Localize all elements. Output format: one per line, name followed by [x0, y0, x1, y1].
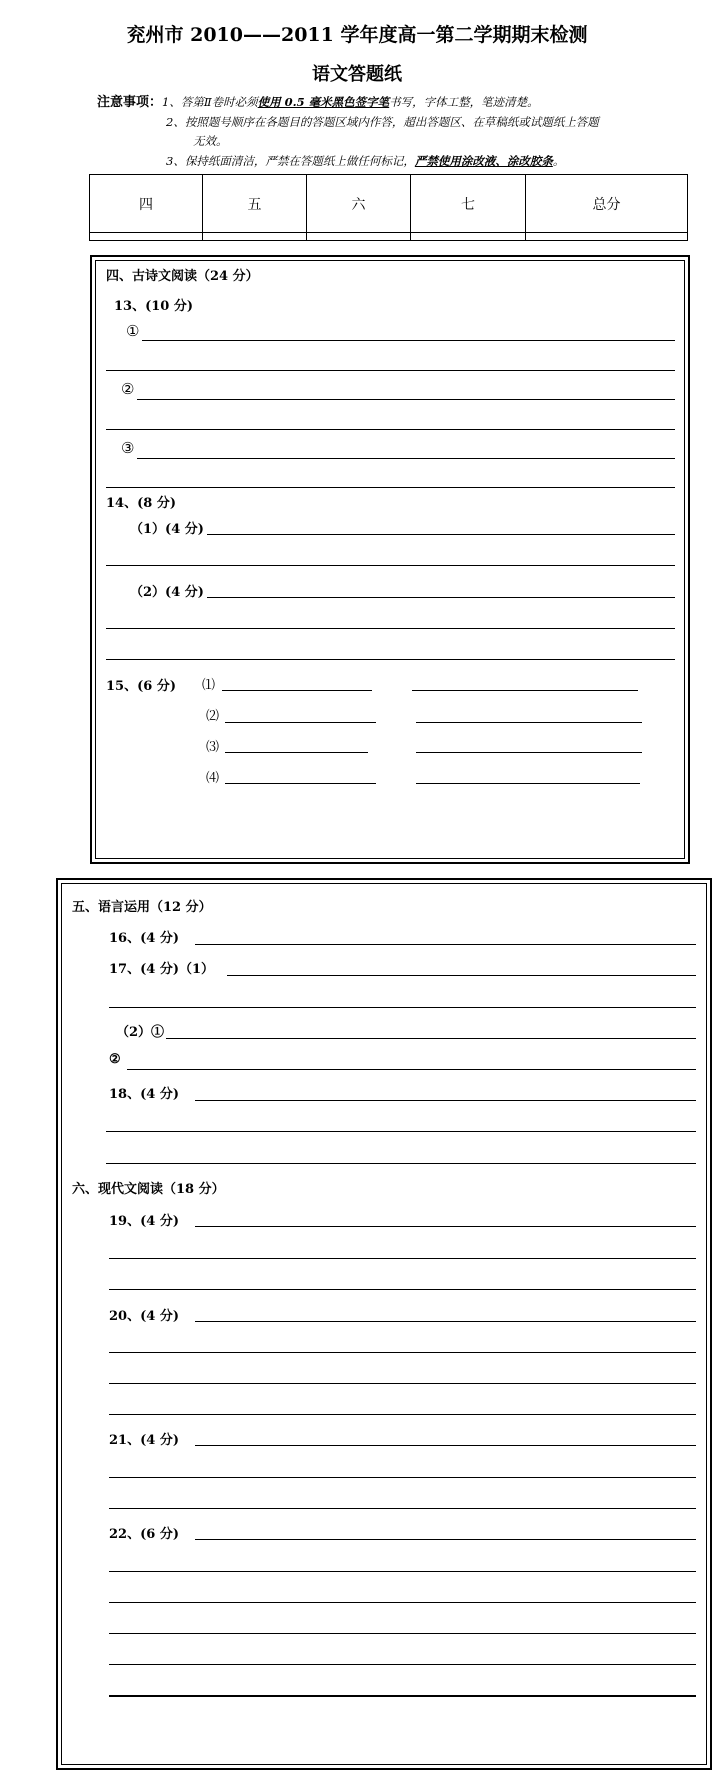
q22-answer-line-6[interactable] [109, 1695, 696, 1697]
document-title: 兖州市 2010——2011 学年度高一第二学期期末检测 [126, 24, 588, 46]
q14-1-answer-line-1[interactable] [207, 534, 675, 535]
q22-answer-line-5[interactable] [109, 1664, 696, 1665]
q21-answer-line-2[interactable] [109, 1477, 696, 1478]
score-cell-six[interactable] [307, 233, 411, 241]
note-3-text-c: 。 [552, 154, 565, 168]
score-table-value-row [90, 233, 688, 241]
score-header-five: 五 [203, 175, 307, 233]
note-3-emphasis: 严禁使用涂改液、涂改胶条 [414, 154, 553, 168]
score-header-total: 总分 [526, 175, 688, 233]
score-cell-total[interactable] [526, 233, 688, 241]
q22-answer-line-4[interactable] [109, 1633, 696, 1634]
q15-1-answer-line-a[interactable] [222, 690, 372, 691]
q13-mark-2: ② [121, 380, 135, 398]
score-cell-five[interactable] [203, 233, 307, 241]
section-5-6-box [56, 878, 712, 1770]
note-1-text-a: 1、答第Ⅱ卷时必须 [162, 95, 258, 109]
q15-4-answer-line-a[interactable] [225, 783, 376, 784]
q15-1-answer-line-b[interactable] [412, 690, 638, 691]
q18-answer-line-3[interactable] [106, 1163, 696, 1164]
note-1-text-c: 书写，字体工整，笔迹清楚。 [389, 95, 539, 109]
q20-answer-line-4[interactable] [109, 1414, 696, 1415]
q14-2-label: （2）(4 分) [130, 585, 204, 600]
q22-answer-line-3[interactable] [109, 1602, 696, 1603]
section-5-title: 五、语言运用（12 分） [72, 900, 212, 915]
q17-2-answer-line-2[interactable] [127, 1069, 696, 1070]
q17-2-label: （2）① [116, 1025, 165, 1040]
q20-answer-line-3[interactable] [109, 1383, 696, 1384]
q17-1-answer-line-2[interactable] [109, 1007, 696, 1008]
q15-2-answer-line-a[interactable] [225, 722, 376, 723]
q20-label: 20、(4 分) [109, 1309, 179, 1324]
q14-1-answer-line-2[interactable] [106, 565, 675, 566]
notes-line-1 [97, 93, 539, 112]
q19-answer-line-1[interactable] [195, 1226, 696, 1227]
q18-answer-line-2[interactable] [106, 1131, 696, 1132]
q21-label: 21、(4 分) [109, 1433, 179, 1448]
note-2-text-b: 无效。 [193, 134, 228, 148]
q19-label: 19、(4 分) [109, 1214, 179, 1229]
q19-answer-line-2[interactable] [109, 1258, 696, 1259]
score-cell-four[interactable] [90, 233, 203, 241]
q15-3-answer-line-b[interactable] [416, 752, 642, 753]
score-table-header-row [90, 175, 688, 233]
q22-answer-line-2[interactable] [109, 1571, 696, 1572]
score-table [89, 174, 688, 241]
q21-answer-line-1[interactable] [195, 1445, 696, 1446]
q17-1-answer-line-1[interactable] [227, 975, 696, 976]
document-subtitle: 语文答题纸 [312, 64, 402, 85]
q13-answer-line-6[interactable] [106, 487, 675, 488]
q13-answer-line-5[interactable] [137, 458, 675, 459]
note-2-text-a: 2、按照题号顺序在各题目的答题区域内作答，超出答题区、在草稿纸或试题纸上答题 [166, 115, 599, 129]
q14-label: 14、(8 分) [106, 496, 176, 511]
q14-2-answer-line-1[interactable] [207, 597, 675, 598]
q17-2-mark-2: ② [109, 1052, 121, 1067]
q15-mark-2: ⑵ [206, 709, 220, 724]
notes-line-3 [166, 152, 564, 170]
q18-label: 18、(4 分) [109, 1087, 179, 1102]
notes-lead: 注意事项： [97, 95, 163, 110]
score-header-four: 四 [90, 175, 203, 233]
q13-answer-line-3[interactable] [137, 399, 675, 400]
q15-2-answer-line-b[interactable] [416, 722, 642, 723]
q15-mark-1: ⑴ [202, 678, 216, 693]
score-header-six: 六 [307, 175, 411, 233]
q13-mark-3: ③ [121, 439, 135, 457]
q13-label: 13、(10 分) [114, 299, 194, 314]
q18-answer-line-1[interactable] [195, 1100, 696, 1101]
section-6-title: 六、现代文阅读（18 分） [72, 1182, 225, 1197]
note-1-emphasis: 使用 0.5 毫米黑色签字笔 [257, 95, 390, 109]
q20-answer-line-2[interactable] [109, 1352, 696, 1353]
section-4-box [90, 255, 690, 864]
q14-2-answer-line-2[interactable] [106, 628, 675, 629]
q15-3-answer-line-a[interactable] [225, 752, 368, 753]
q17-label: 17、(4 分)（1） [109, 962, 215, 977]
q15-mark-4: ⑷ [206, 771, 220, 786]
q17-2-answer-line-1[interactable] [166, 1038, 696, 1039]
score-header-seven: 七 [411, 175, 526, 233]
q16-label: 16、(4 分) [109, 931, 179, 946]
note-3-text-a: 3、保持纸面清洁，严禁在答题纸上做任何标记， [166, 154, 415, 168]
q13-answer-line-1[interactable] [142, 340, 675, 341]
q14-2-answer-line-3[interactable] [106, 659, 675, 660]
q19-answer-line-3[interactable] [109, 1289, 696, 1290]
section-4-title: 四、古诗文阅读（24 分） [106, 269, 259, 284]
q21-answer-line-3[interactable] [109, 1508, 696, 1509]
q13-answer-line-4[interactable] [106, 429, 675, 430]
q15-label: 15、(6 分) [106, 679, 176, 694]
q14-1-label: （1）(4 分) [130, 522, 204, 537]
q20-answer-line-1[interactable] [195, 1321, 696, 1322]
q15-4-answer-line-b[interactable] [416, 783, 640, 784]
q13-mark-1: ① [126, 322, 140, 340]
q16-answer-line[interactable] [195, 944, 696, 945]
q13-answer-line-2[interactable] [106, 370, 675, 371]
score-cell-seven[interactable] [411, 233, 526, 241]
q22-answer-line-1[interactable] [195, 1539, 696, 1540]
q22-label: 22、(6 分) [109, 1527, 179, 1542]
q15-mark-3: ⑶ [206, 740, 220, 755]
